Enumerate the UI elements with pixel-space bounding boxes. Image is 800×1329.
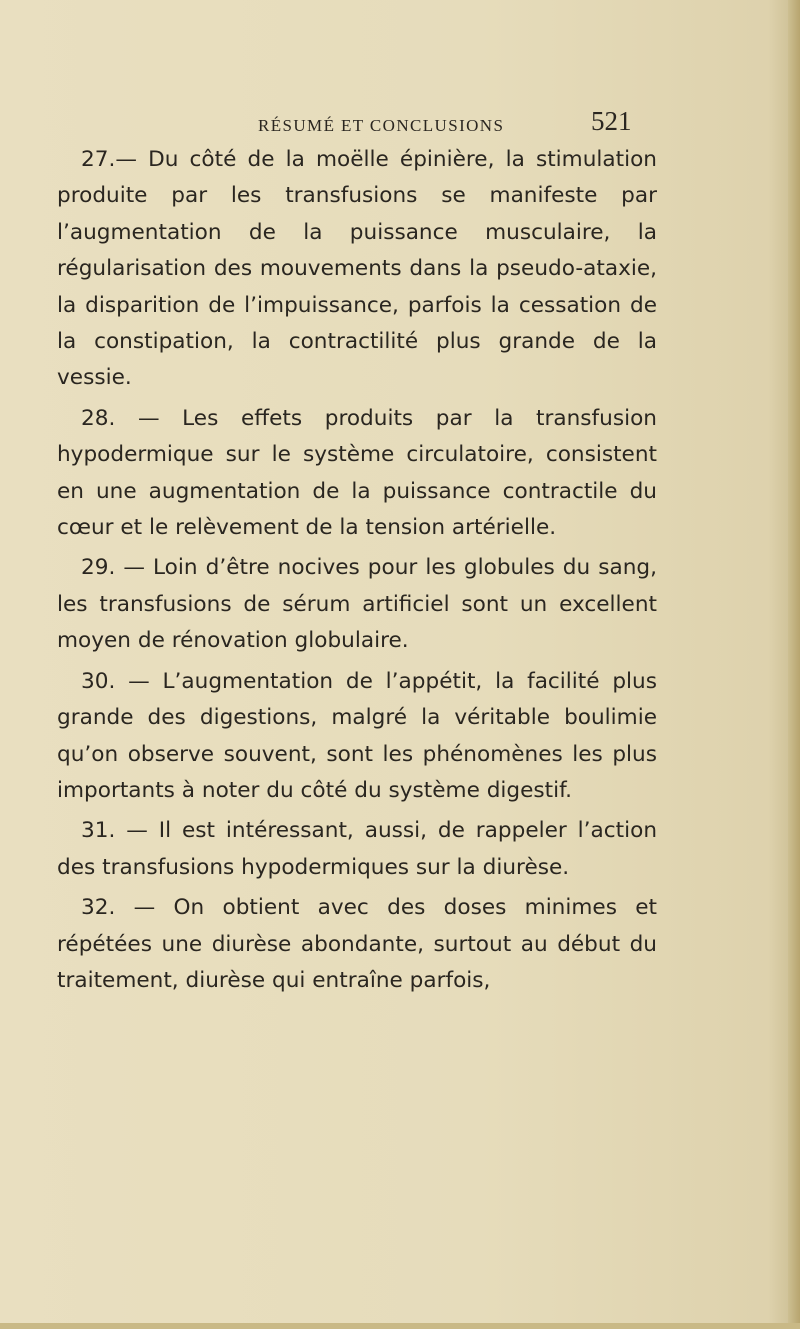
body-text [57, 142, 657, 999]
page-edge-right [788, 0, 800, 1329]
paragraph-27: 27.— Du côté de la moëlle épinière, la stimulation produite par les transfusions se manifeste par l’augmentation de la puissance musculaire, la régularisation des mouvements dans la pseudo-ataxie, la disparition de l’impuissance, parfois la cessation de la constipation, la contractilité plus grande de la vessie. [57, 147, 657, 391]
paragraph-30: 30. — L’augmentation de l’appétit, la facilité plus grande des digestions, malgré la véritable boulimie qu’on observe souvent, sont les phénomènes les plus importants à noter du côté du système digestif. [57, 668, 657, 803]
page-edge-bottom [0, 1323, 800, 1329]
page-header [258, 106, 658, 142]
paragraph-29: 29. — Loin d’être nocives pour les globules du sang, les transfusions de sérum artificiel sont un excellent moyen de rénovation globulaire. [57, 555, 657, 654]
paragraph-28: 28. — Les effets produits par la transfusion hypodermique sur le système circulatoire, consistent en une augmentation de la puissance contractile du cœur et le relèvement de la tension artérielle. [57, 405, 657, 541]
running-head: RÉSUMÉ ET CONCLUSIONS [258, 116, 505, 135]
paragraph-32: 32. — On obtient avec des doses minimes et répétées une diurèse abondante, surtout au début du traitement, diurèse qui entraîne parfois, [57, 895, 657, 993]
page-number: 521 [591, 106, 632, 136]
paragraph-31: 31. — Il est intéressant, aussi, de rappeler l’action des transfusions hypodermiques sur la diurèse. [57, 818, 657, 880]
